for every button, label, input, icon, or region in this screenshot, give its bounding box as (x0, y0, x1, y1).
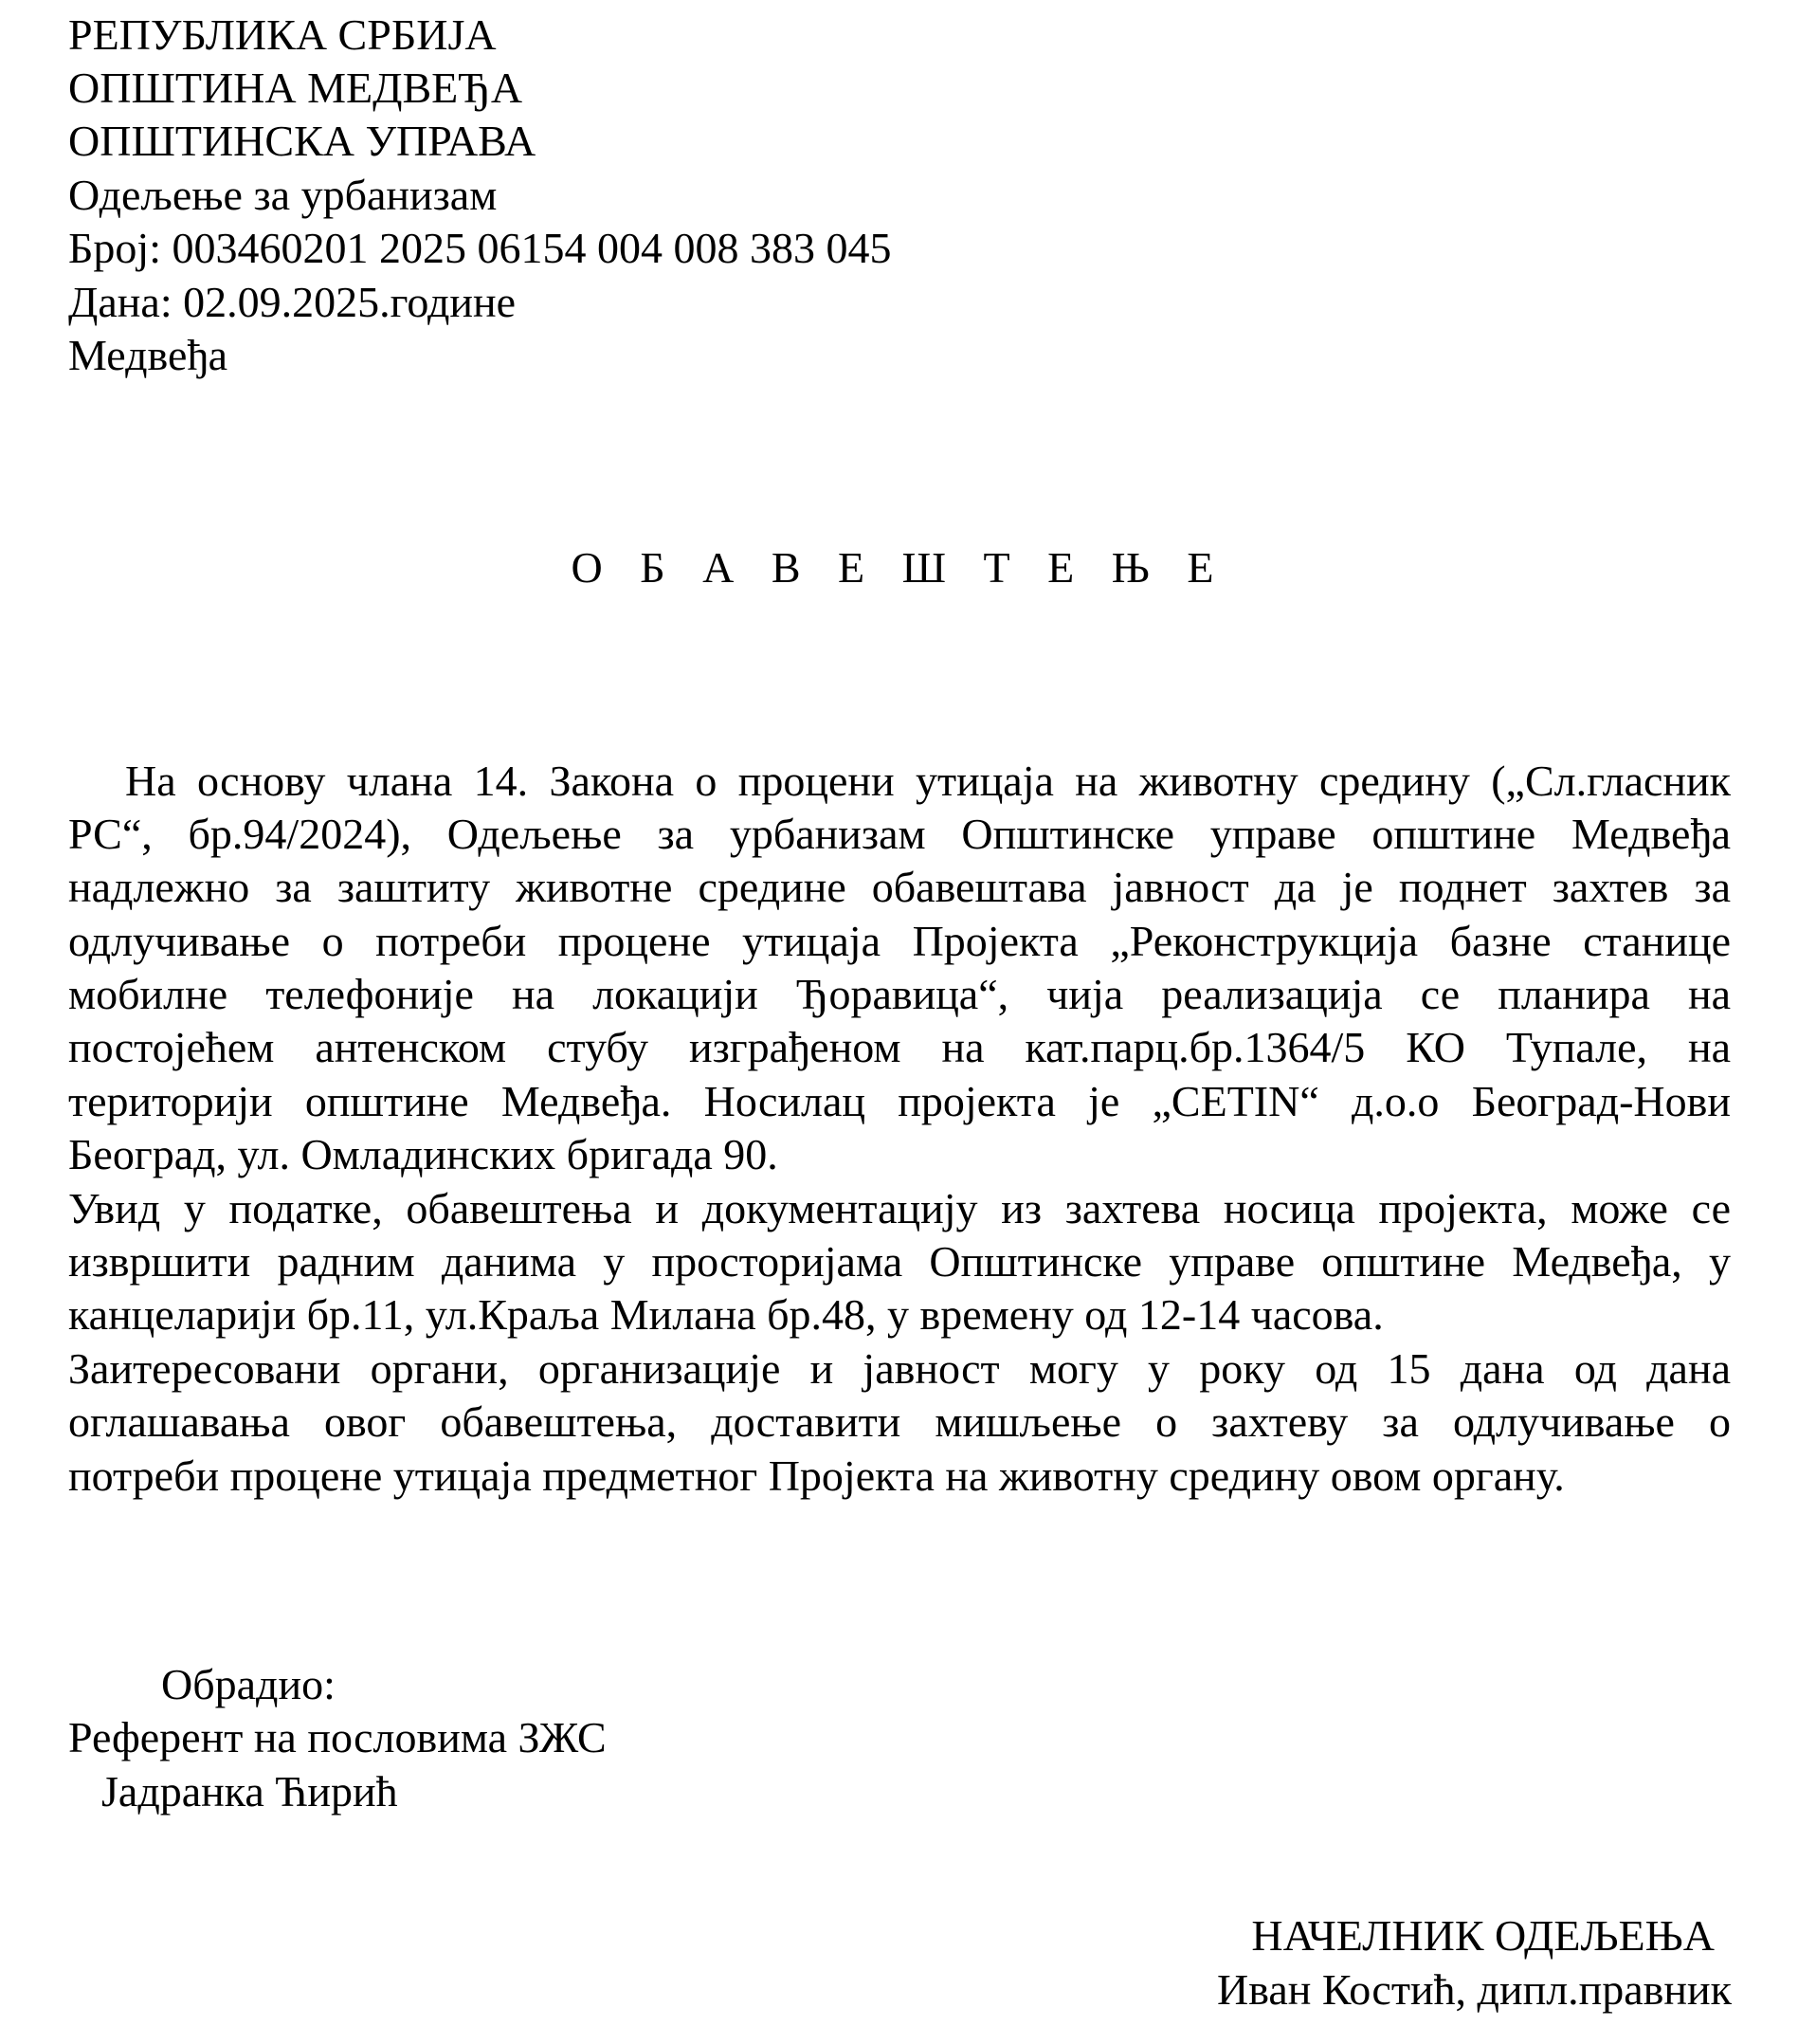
body-line: Заитересовани органи, организације и јавност могу у року од 15 дана од дана (68, 1344, 1731, 1393)
department-head-title: НАЧЕЛНИК ОДЕЉЕЊА (1251, 1911, 1715, 1960)
header-country: РЕПУБЛИКА СРБИЈА (68, 10, 497, 59)
body-line: канцеларији бр.11, ул.Краља Милана бр.48, у времену од 12-14 часова. (68, 1290, 1384, 1339)
body-line: РС“, бр.94/2024), Одељење за урбанизам Општинске управе општине Медвеђа (68, 810, 1731, 858)
document-title: О Б А В Е Ш Т Е Њ Е (571, 543, 1227, 592)
body-line: На основу члана 14. Закона о процени утицаја на животну средину („Сл.гласник (125, 757, 1731, 805)
body-line: извршити радним данима у просторијама Општинске управе општине Медвеђа, у (68, 1237, 1731, 1286)
body-line: мобилне телефоније на локацији Ђоравица“, чија реализација се планира на (68, 970, 1731, 1018)
header-place: Медвеђа (68, 331, 228, 379)
clerk-title: Референт на пословима ЗЖС (68, 1713, 607, 1761)
header-department: Одељење за урбанизам (68, 171, 498, 219)
body-line: потреби процене утицаја предметног Пројекта на животну средину овом органу. (68, 1451, 1565, 1500)
prepared-by-label: Обрадио: (161, 1660, 336, 1708)
body-line: Увид у податке, обавештења и документацију из захтева носица пројекта, може се (68, 1184, 1731, 1232)
header-administration: ОПШТИНСКА УПРАВА (68, 117, 536, 165)
body-line: Београд, ул. Омладинских бригада 90. (68, 1130, 778, 1178)
body-line: одлучивање о потреби процене утицаја Пројекта „Реконструкција базне станице (68, 917, 1731, 965)
header-reference-number: Број: 003460201 2025 06154 004 008 383 045 (68, 224, 892, 272)
department-head-name: Иван Костић, дипл.правник (1217, 1965, 1732, 2014)
header-municipality: ОПШТИНА МЕДВЕЂА (68, 64, 523, 112)
clerk-name: Јадранка Ћирић (101, 1767, 398, 1816)
body-line: постојећем антенском стубу изграђеном на кат.парц.бр.1364/5 КО Тупале, на (68, 1023, 1731, 1071)
header-date: Дана: 02.09.2025.године (68, 278, 517, 326)
body-line: територији општине Медвеђа. Носилац пројекта је „CETIN“ д.о.о Београд-Нови (68, 1077, 1731, 1125)
body-line: надлежно за заштиту животне средине обавештава јавност да је поднет захтев за (68, 863, 1731, 911)
body-line: оглашавања овог обавештења, доставити мишљење о захтеву за одлучивање о (68, 1397, 1731, 1446)
